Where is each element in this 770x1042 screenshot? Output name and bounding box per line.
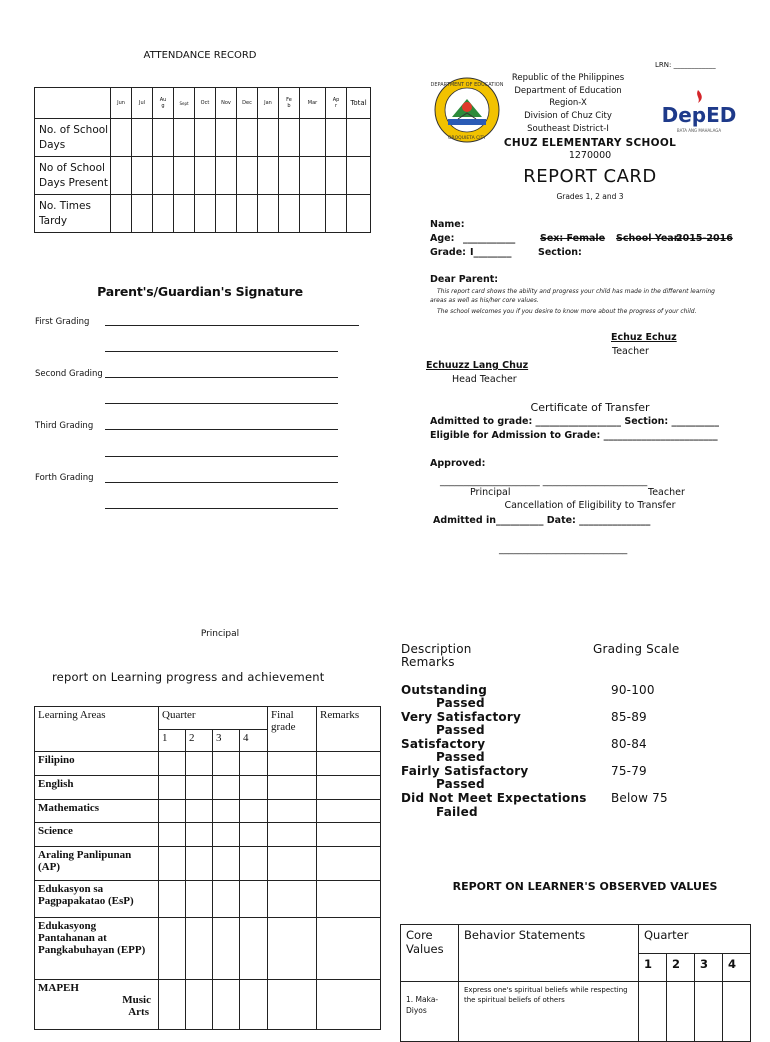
- attendance-cell[interactable]: [300, 157, 326, 195]
- scale-remark: Passed: [436, 723, 485, 737]
- grade-value[interactable]: I________: [470, 247, 512, 258]
- cancellation-title: Cancellation of Eligibility to Transfer: [504, 500, 676, 511]
- header-line: Division of Chuz City: [524, 111, 612, 121]
- teacher-title: Teacher: [612, 346, 649, 357]
- grade-cell[interactable]: [268, 752, 317, 776]
- logo-text: DepED: [661, 103, 737, 127]
- grade-cell[interactable]: [186, 800, 213, 823]
- grade-cell[interactable]: [159, 776, 186, 800]
- quarter-number: 3: [213, 729, 240, 752]
- grade-cell[interactable]: [159, 881, 186, 918]
- seal-city: OROQUIETA CITY: [447, 136, 487, 141]
- table-row: [35, 752, 381, 776]
- subject-name: Araling Panlipunan (AP): [35, 847, 159, 881]
- second-grading-label: Second Grading: [35, 369, 103, 379]
- attendance-cell[interactable]: [174, 119, 195, 157]
- logo-tagline: BATA ANG MAHALAGA: [676, 128, 722, 133]
- attendance-cell[interactable]: [347, 195, 371, 233]
- header-line: Republic of the Philippines: [511, 73, 625, 83]
- grade-cell[interactable]: [213, 847, 240, 881]
- month-cell: Jan: [258, 88, 279, 119]
- subject-name: English: [35, 776, 159, 800]
- grade-cell[interactable]: [213, 800, 240, 823]
- attendance-cell[interactable]: [174, 157, 195, 195]
- quarter-number: 1: [639, 953, 667, 982]
- attendance-cell[interactable]: [326, 195, 347, 233]
- grade-cell[interactable]: [240, 918, 268, 980]
- signature-line[interactable]: [105, 351, 338, 352]
- seal-text: DEPARTMENT OF EDUCATION: [430, 82, 504, 88]
- quarter-number: 1: [159, 729, 186, 752]
- attendance-title: ATTENDANCE RECORD: [143, 50, 257, 61]
- attendance-cell[interactable]: [347, 119, 371, 157]
- learning-progress-title: report on Learning progress and achievement: [52, 670, 325, 684]
- rating-cell[interactable]: [639, 982, 667, 1042]
- remarks-header: Remarks: [401, 655, 455, 669]
- head-teacher-name: Echuuzz Lang Chuz: [426, 360, 529, 371]
- signature-title: Parent's/Guardian's Signature: [97, 284, 303, 299]
- grading-scale-header: Grading Scale: [593, 642, 680, 656]
- principal-label: Principal: [200, 629, 240, 639]
- attendance-row-label: No. Times Tardy: [35, 195, 111, 233]
- header-quarter: Quarter: [639, 925, 751, 954]
- section-label: Section:: [538, 247, 582, 258]
- signature-line[interactable]: [105, 429, 338, 430]
- attendance-cell[interactable]: [326, 157, 347, 195]
- attendance-cell[interactable]: [300, 119, 326, 157]
- header-line: Southeast District-I: [527, 124, 609, 134]
- admitted-to-grade[interactable]: Admitted to grade: __________________ Section: __________: [430, 416, 719, 427]
- quarter-number: 4: [240, 729, 268, 752]
- attendance-cell[interactable]: [153, 195, 174, 233]
- attendance-cell[interactable]: [326, 119, 347, 157]
- header-line: Region-X: [549, 98, 587, 108]
- attendance-cell[interactable]: [258, 119, 279, 157]
- header-final-grade: Final grade: [268, 707, 317, 752]
- signature-line[interactable]: [105, 482, 338, 483]
- grade-cell[interactable]: [268, 823, 317, 847]
- scale-range: 80-84: [611, 737, 647, 751]
- subject-name: Filipino: [35, 752, 159, 776]
- attendance-cell[interactable]: [174, 195, 195, 233]
- attendance-cell[interactable]: [279, 195, 300, 233]
- scale-range: 75-79: [611, 764, 647, 778]
- attendance-cell[interactable]: [153, 157, 174, 195]
- grade-cell[interactable]: [159, 980, 186, 1030]
- grade-cell[interactable]: [317, 776, 381, 800]
- table-row: [35, 918, 381, 980]
- attendance-row: [35, 157, 371, 195]
- signature-line[interactable]: [105, 508, 338, 509]
- table-header-row: [401, 925, 751, 954]
- month-cell: Dec: [237, 88, 258, 119]
- month-cell: Jul: [132, 88, 153, 119]
- subject-mapeh: [35, 980, 159, 1030]
- attendance-cell[interactable]: [195, 195, 216, 233]
- grade-cell[interactable]: [240, 980, 268, 1030]
- transfer-title: Certificate of Transfer: [530, 401, 650, 414]
- month-cell: Au g: [153, 88, 174, 119]
- scale-remark: Failed: [436, 805, 478, 819]
- grade-cell[interactable]: [240, 823, 268, 847]
- subject-name: Mathematics: [35, 800, 159, 823]
- attendance-cell[interactable]: [132, 119, 153, 157]
- grade-cell[interactable]: [159, 752, 186, 776]
- attendance-cell[interactable]: [237, 119, 258, 157]
- grade-cell[interactable]: [213, 776, 240, 800]
- attendance-cell[interactable]: [347, 157, 371, 195]
- learning-areas-table: [34, 706, 381, 1030]
- scale-description: Satisfactory: [401, 737, 486, 751]
- letter-line: This report card shows the ability and progress your child has made in the different learning: [437, 288, 715, 295]
- grade-cell[interactable]: [240, 847, 268, 881]
- scale-range: 85-89: [611, 710, 647, 724]
- subject-name: Edukasyon sa Pagpapakatao (EsP): [35, 881, 159, 918]
- attendance-row: [35, 119, 371, 157]
- attendance-cell[interactable]: [216, 157, 237, 195]
- attendance-cell[interactable]: [111, 195, 132, 233]
- grade-cell[interactable]: [268, 847, 317, 881]
- attendance-table: [34, 87, 371, 233]
- report-card-title: REPORT CARD: [523, 166, 657, 187]
- grade-cell[interactable]: [186, 823, 213, 847]
- attendance-row-label: No. of School Days: [35, 119, 111, 157]
- bottom-signature-line[interactable]: ___________________________: [499, 544, 628, 555]
- attendance-cell[interactable]: [258, 195, 279, 233]
- school-name: CHUZ ELEMENTARY SCHOOL: [503, 137, 677, 149]
- admitted-in[interactable]: Admitted in__________ Date: _______________: [433, 515, 651, 526]
- attendance-cell[interactable]: [237, 195, 258, 233]
- mapeh-music: Music: [122, 994, 151, 1006]
- school-id: 1270000: [568, 150, 612, 161]
- table-row: [35, 980, 381, 1030]
- age-value[interactable]: ___________: [463, 233, 516, 244]
- grade-cell[interactable]: [240, 800, 268, 823]
- table-row: [401, 982, 751, 1042]
- approval-lines[interactable]: _____________________ ______________________: [440, 476, 648, 487]
- grade-cell[interactable]: [317, 800, 381, 823]
- grades-subtitle: Grades 1, 2 and 3: [556, 192, 624, 201]
- quarter-number: 2: [186, 729, 213, 752]
- scale-description: Very Satisfactory: [401, 710, 521, 724]
- grade-cell[interactable]: [186, 881, 213, 918]
- header-quarter: Quarter: [159, 707, 268, 730]
- description-header: Description: [401, 642, 472, 656]
- subject-name: Science: [35, 823, 159, 847]
- grade-cell[interactable]: [317, 980, 381, 1030]
- signature-line[interactable]: [105, 325, 359, 326]
- month-cell: Fe b: [279, 88, 300, 119]
- scale-description: Outstanding: [401, 683, 488, 697]
- behavior-statement: Express one's spiritual beliefs while respecting the spiritual beliefs of others: [459, 982, 639, 1042]
- header-line: Department of Education: [514, 86, 622, 96]
- attendance-cell[interactable]: [279, 119, 300, 157]
- grade-cell[interactable]: [213, 980, 240, 1030]
- scale-remark: Passed: [436, 696, 485, 710]
- grade-cell[interactable]: [268, 800, 317, 823]
- header-learning-areas: Learning Areas: [35, 707, 159, 752]
- month-cell: Sept: [174, 88, 195, 119]
- signature-line[interactable]: [105, 377, 338, 378]
- grade-cell[interactable]: [268, 776, 317, 800]
- lrn-field[interactable]: LRN: ____________: [655, 61, 716, 69]
- grade-cell[interactable]: [317, 881, 381, 918]
- grade-cell[interactable]: [317, 847, 381, 881]
- attendance-row-label: No of School Days Present: [35, 157, 111, 195]
- dear-parent: Dear Parent:: [430, 274, 499, 285]
- attendance-cell[interactable]: [132, 195, 153, 233]
- grade-cell[interactable]: [268, 918, 317, 980]
- table-row: [35, 881, 381, 918]
- scale-remark: Passed: [436, 750, 485, 764]
- scale-range: Below 75: [611, 791, 668, 805]
- rating-cell[interactable]: [723, 982, 751, 1042]
- attendance-cell[interactable]: [195, 157, 216, 195]
- mapeh-arts: Arts: [128, 1006, 149, 1018]
- core-values-table: [400, 924, 751, 1042]
- attendance-cell[interactable]: [216, 119, 237, 157]
- grade-cell[interactable]: [213, 752, 240, 776]
- attendance-cell[interactable]: [111, 119, 132, 157]
- core-value-name: 1. Maka-Diyos: [401, 982, 459, 1042]
- grade-cell[interactable]: [240, 776, 268, 800]
- attendance-cell[interactable]: [216, 195, 237, 233]
- scale-description: Did Not Meet Expectations: [401, 791, 587, 805]
- rating-cell[interactable]: [695, 982, 723, 1042]
- subject-name: MAPEH: [38, 982, 79, 994]
- header-remarks: Remarks: [317, 707, 381, 752]
- table-row: [35, 823, 381, 847]
- scale-range: 90-100: [611, 683, 655, 697]
- fourth-grading-label: Forth Grading: [35, 473, 94, 483]
- grade-cell[interactable]: [240, 881, 268, 918]
- total-cell: Total: [347, 88, 371, 119]
- signature-line[interactable]: [105, 456, 338, 457]
- month-cell: Nov: [216, 88, 237, 119]
- grade-cell[interactable]: [268, 980, 317, 1030]
- attendance-row: [35, 195, 371, 233]
- grade-cell[interactable]: [213, 823, 240, 847]
- table-row: [35, 800, 381, 823]
- grade-cell[interactable]: [268, 881, 317, 918]
- eligible-for-admission[interactable]: Eligible for Admission to Grade: ________________________: [430, 430, 718, 441]
- grade-cell[interactable]: [159, 847, 186, 881]
- scale-description: Fairly Satisfactory: [401, 764, 529, 778]
- attendance-cell[interactable]: [258, 157, 279, 195]
- age-label: Age:: [430, 233, 455, 244]
- letter-line: The school welcomes you if you desire to know more about the progress of your child.: [437, 308, 697, 315]
- school-year-label: School Year:: [616, 233, 683, 244]
- grade-cell[interactable]: [186, 847, 213, 881]
- observed-values-title: REPORT ON LEARNER'S OBSERVED VALUES: [452, 880, 718, 893]
- attendance-corner: [35, 88, 111, 119]
- first-grading-label: First Grading: [35, 317, 90, 327]
- attendance-cell[interactable]: [153, 119, 174, 157]
- grade-cell[interactable]: [317, 918, 381, 980]
- attendance-header-row: [35, 88, 371, 119]
- table-row: [35, 776, 381, 800]
- month-cell: Jun: [111, 88, 132, 119]
- grade-label: Grade:: [430, 247, 466, 258]
- rating-cell[interactable]: [667, 982, 695, 1042]
- month-cell: Mar: [300, 88, 326, 119]
- grade-cell[interactable]: [240, 752, 268, 776]
- grade-cell[interactable]: [186, 918, 213, 980]
- school-year-value: 2015-2016: [676, 233, 733, 244]
- grade-cell[interactable]: [186, 752, 213, 776]
- subject-name: Edukasyong Pantahanan at Pangkabuhayan (EPP): [35, 918, 159, 980]
- signature-line[interactable]: [105, 403, 338, 404]
- grade-cell[interactable]: [317, 823, 381, 847]
- attendance-cell[interactable]: [237, 157, 258, 195]
- name-label: Name:: [430, 219, 465, 230]
- grade-cell[interactable]: [213, 918, 240, 980]
- third-grading-label: Third Grading: [35, 421, 94, 431]
- approved-label: Approved:: [430, 458, 486, 469]
- grade-cell[interactable]: [159, 918, 186, 980]
- table-row: [35, 847, 381, 881]
- attendance-cell[interactable]: [300, 195, 326, 233]
- month-cell: Ap r: [326, 88, 347, 119]
- grade-cell[interactable]: [186, 776, 213, 800]
- principal-title: Principal: [470, 487, 511, 498]
- attendance-cell[interactable]: [111, 157, 132, 195]
- quarter-number: 2: [667, 953, 695, 982]
- grade-cell[interactable]: [213, 881, 240, 918]
- header-core-values: Core Values: [401, 925, 459, 982]
- sex-value: Sex: Female: [540, 233, 606, 244]
- grade-cell[interactable]: [317, 752, 381, 776]
- teacher-title-transfer: Teacher: [648, 487, 685, 498]
- quarter-number: 3: [695, 953, 723, 982]
- grade-cell[interactable]: [186, 980, 213, 1030]
- table-header-row: [35, 707, 381, 730]
- letter-line: areas as well as his/her core values.: [430, 297, 539, 304]
- attendance-cell[interactable]: [195, 119, 216, 157]
- grade-cell[interactable]: [159, 800, 186, 823]
- grade-cell[interactable]: [159, 823, 186, 847]
- header-behavior: Behavior Statements: [459, 925, 639, 982]
- month-cell: Oct: [195, 88, 216, 119]
- attendance-cell[interactable]: [279, 157, 300, 195]
- teacher-name: Echuz Echuz: [611, 332, 677, 343]
- head-teacher-title: Head Teacher: [452, 374, 517, 385]
- attendance-cell[interactable]: [132, 157, 153, 195]
- deped-logo-icon: [661, 88, 737, 138]
- scale-remark: Passed: [436, 777, 485, 791]
- quarter-number: 4: [723, 953, 751, 982]
